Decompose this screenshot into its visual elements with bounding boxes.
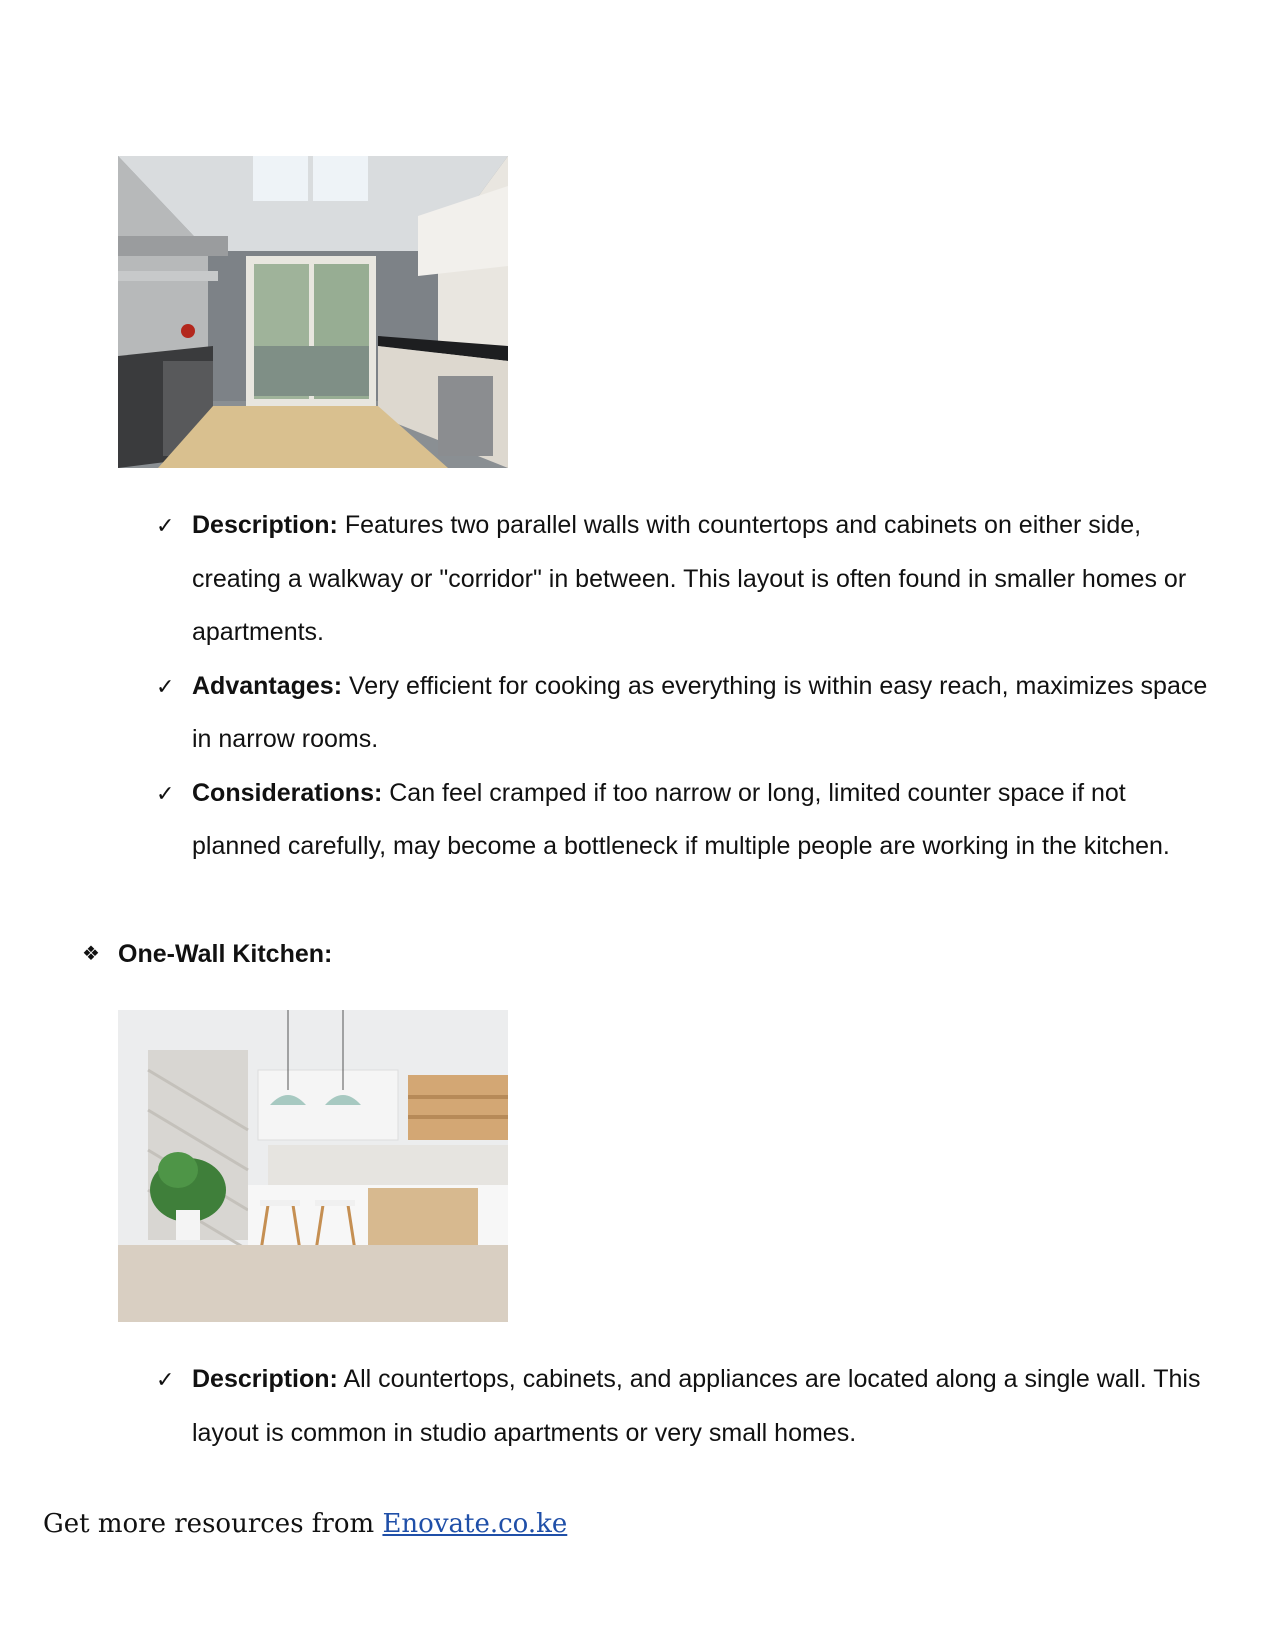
- list-item: [150, 499, 1210, 660]
- one-wall-kitchen-details: [150, 1353, 1210, 1460]
- diamond-bullet-icon: ❖: [82, 943, 100, 965]
- item-label: Description:: [192, 511, 338, 539]
- check-icon: ✓: [156, 513, 175, 538]
- check-icon: ✓: [156, 1367, 175, 1392]
- item-label: Advantages:: [192, 671, 343, 700]
- item-text: Features two parallel walls with countertops and cabinets on either side, creating a walkway or "corridor" in between. This layout is often found in smaller homes or apartments.: [192, 511, 1187, 646]
- footer-resources: [43, 1504, 567, 1544]
- galley-kitchen-photo: [118, 156, 508, 468]
- item-text: Very efficient for cooking as everything is within easy reach, maximizes space in narrow rooms.: [192, 671, 1208, 753]
- item-label: Considerations:: [192, 778, 383, 807]
- item-text: Can feel cramped if too narrow or long, limited counter space if not planned carefully, may become a bottleneck if multiple people are working in the kitchen.: [192, 778, 1170, 860]
- enovate-link[interactable]: Enovate.co.ke: [382, 1509, 568, 1539]
- item-text: All countertops, cabinets, and appliances are located along a single wall. This layout is common in studio apartments or very small homes.: [192, 1365, 1201, 1447]
- list-item: [150, 1353, 1210, 1460]
- check-icon: ✓: [156, 780, 175, 806]
- section-heading-one-wall: [82, 928, 332, 981]
- check-icon: ✓: [156, 673, 175, 699]
- list-item: [150, 660, 1210, 767]
- galley-kitchen-details: [150, 499, 1210, 874]
- item-label: Description:: [192, 1365, 338, 1393]
- section-heading-text: One-Wall Kitchen:: [118, 940, 333, 968]
- footer-prefix: Get more resources from: [43, 1509, 375, 1539]
- one-wall-kitchen-photo: [118, 1010, 508, 1322]
- list-item: [150, 767, 1210, 874]
